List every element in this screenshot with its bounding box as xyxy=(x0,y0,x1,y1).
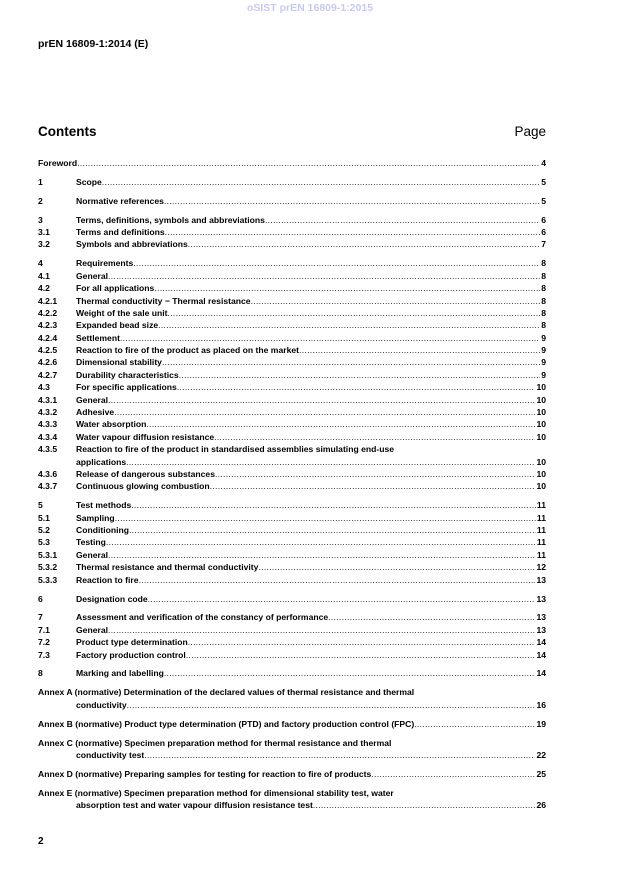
toc-entry[interactable] xyxy=(38,381,546,393)
toc-entry-number: 7.2 xyxy=(38,637,50,648)
dot-leader xyxy=(258,561,535,573)
dot-leader xyxy=(127,699,536,711)
toc-entry-title[interactable]: Reaction to fire of the product in standardised assemblies simulating end-use xyxy=(76,444,395,455)
toc-group xyxy=(38,593,546,605)
toc-entry-title[interactable]: Assessment and verification of the constancy of performance xyxy=(76,612,329,623)
toc-line xyxy=(38,636,546,648)
toc-entry-page[interactable]: 14 xyxy=(536,668,546,679)
toc-entry-title[interactable]: Water vapour diffusion resistance xyxy=(76,431,215,442)
toc-line xyxy=(38,381,546,393)
dot-leader xyxy=(139,574,536,586)
toc-entry-page[interactable]: 10 xyxy=(536,407,546,418)
toc-entry[interactable] xyxy=(38,394,546,406)
toc-line xyxy=(38,593,546,605)
toc-entry-title[interactable]: Reaction to fire of the product as placed on the market xyxy=(76,345,299,356)
toc-entry-page[interactable]: 26 xyxy=(536,800,546,811)
toc-entry[interactable] xyxy=(38,157,546,169)
toc-entry-page[interactable]: 10 xyxy=(536,382,546,393)
toc-entry-number: 5.3.3 xyxy=(38,574,58,585)
toc-entry-page[interactable]: 9 xyxy=(541,332,546,343)
toc-entry[interactable] xyxy=(38,480,546,492)
toc-entry-page[interactable]: 13 xyxy=(536,574,546,585)
toc-entry-number: 5.1 xyxy=(38,512,50,523)
toc-line-continuation xyxy=(38,699,546,711)
toc-entry-number: 5 xyxy=(38,500,43,511)
toc-entry-page[interactable]: 11 xyxy=(536,512,546,523)
toc-group xyxy=(38,157,546,169)
dot-leader xyxy=(126,456,535,468)
dot-leader xyxy=(144,749,535,761)
dot-leader xyxy=(131,499,536,511)
toc-entry-page[interactable]: 10 xyxy=(536,456,546,467)
dot-leader xyxy=(313,799,536,811)
toc-entry-title[interactable]: Testing xyxy=(76,537,106,548)
toc-entry-page[interactable]: 7 xyxy=(541,239,546,250)
dot-leader xyxy=(108,549,536,561)
toc-entry-title[interactable]: Thermal conductivity − Thermal resistance xyxy=(76,295,251,306)
toc-entry-page[interactable]: 10 xyxy=(536,468,546,479)
toc-line xyxy=(38,176,546,188)
dot-leader xyxy=(299,344,540,356)
toc-entry-title[interactable]: Durability characteristics xyxy=(76,369,179,380)
toc-group xyxy=(38,257,546,492)
toc-entry-title[interactable]: Normative references xyxy=(76,195,164,206)
toc-entry[interactable] xyxy=(38,431,546,443)
toc-entry[interactable] xyxy=(38,319,546,331)
toc-entry-page[interactable]: 10 xyxy=(536,481,546,492)
toc-entry-title[interactable]: Dimensional stability xyxy=(76,357,162,368)
toc-entry[interactable] xyxy=(38,214,546,226)
toc-entry-number: 4.2 xyxy=(38,283,50,294)
dot-leader xyxy=(215,468,535,480)
toc-entry-number: 4.2.4 xyxy=(38,332,58,343)
toc-line xyxy=(38,195,546,207)
toc-line xyxy=(38,737,546,749)
toc-entry-page[interactable]: 10 xyxy=(536,431,546,442)
toc-entry-title[interactable]: Annex B (normative) Product type determination (PTD) and factory production control (FPC) xyxy=(38,718,415,729)
toc-line xyxy=(38,499,546,511)
toc-entry-page[interactable]: 8 xyxy=(541,320,546,331)
toc-line xyxy=(38,536,546,548)
toc-entry-number: 3.1 xyxy=(38,227,50,238)
toc-entry-title[interactable]: Foreword xyxy=(38,158,78,168)
toc-entry-number: 7.1 xyxy=(38,624,50,635)
toc-entry-number: 4.2.7 xyxy=(38,369,58,380)
toc-line xyxy=(38,307,546,319)
toc-entry[interactable] xyxy=(38,406,546,418)
toc-entry-title[interactable]: General xyxy=(76,394,109,405)
table-of-contents xyxy=(38,157,546,818)
toc-entry-number: 4.3.7 xyxy=(38,481,58,492)
toc-entry-title[interactable]: Continuous glowing combustion xyxy=(76,481,210,492)
toc-entry-page[interactable]: 11 xyxy=(536,525,546,536)
toc-line xyxy=(38,157,546,169)
toc-entry[interactable] xyxy=(38,561,546,573)
toc-line xyxy=(38,394,546,406)
toc-entry-title[interactable]: Terms, definitions, symbols and abbreviations xyxy=(76,214,265,225)
toc-entry[interactable] xyxy=(38,686,546,711)
toc-group xyxy=(38,214,546,251)
toc-entry-title[interactable]: Annex C (normative) Specimen preparation method for thermal resistance and thermal xyxy=(38,737,392,748)
toc-entry-title[interactable]: For all applications xyxy=(76,283,155,294)
toc-group xyxy=(38,499,546,586)
toc-entry[interactable] xyxy=(38,468,546,480)
toc-line xyxy=(38,238,546,250)
dot-leader xyxy=(108,270,540,282)
toc-entry[interactable] xyxy=(38,667,546,679)
toc-entry[interactable] xyxy=(38,649,546,661)
dot-leader xyxy=(265,214,540,226)
dot-leader xyxy=(148,593,536,605)
dot-leader xyxy=(188,238,540,250)
toc-entry[interactable] xyxy=(38,270,546,282)
toc-entry-page[interactable]: 8 xyxy=(541,258,546,269)
dot-leader xyxy=(168,307,541,319)
toc-line xyxy=(38,512,546,524)
toc-line xyxy=(38,418,546,430)
toc-line xyxy=(38,649,546,661)
page-number: 2 xyxy=(38,836,44,847)
toc-entry-number: 4.3.6 xyxy=(38,468,58,479)
toc-entry-title[interactable]: Designation code xyxy=(76,593,148,604)
dot-leader xyxy=(108,394,535,406)
toc-entry-title[interactable]: Water absorption xyxy=(76,419,147,430)
toc-entry-title[interactable]: Scope xyxy=(76,176,102,187)
watermark: oSIST prEN 16809-1:2015 xyxy=(246,2,374,14)
toc-entry-title[interactable]: Reaction to fire xyxy=(76,574,139,585)
toc-entry-title-continued[interactable]: applications xyxy=(76,456,127,467)
toc-entry-page[interactable]: 13 xyxy=(536,612,546,623)
toc-group xyxy=(38,176,546,188)
toc-entry-number: 4.2.1 xyxy=(38,295,58,306)
toc-line xyxy=(38,319,546,331)
toc-entry[interactable] xyxy=(38,443,546,468)
toc-line xyxy=(38,480,546,492)
dot-leader xyxy=(188,636,536,648)
toc-entry-page[interactable]: 22 xyxy=(536,749,546,760)
dot-leader xyxy=(108,624,535,636)
toc-entry-page[interactable]: 25 xyxy=(536,768,546,779)
toc-group xyxy=(38,686,546,711)
toc-entry-page[interactable]: 8 xyxy=(541,295,546,306)
toc-group xyxy=(38,195,546,207)
toc-entry[interactable] xyxy=(38,593,546,605)
toc-entry[interactable] xyxy=(38,549,546,561)
toc-entry-page[interactable]: 11 xyxy=(536,500,546,511)
toc-line xyxy=(38,611,546,623)
toc-entry-number: 4.3.3 xyxy=(38,419,58,430)
toc-entry-title[interactable]: Weight of the sale unit xyxy=(76,307,168,318)
toc-entry-title[interactable]: Product type determination xyxy=(76,637,188,648)
toc-entry-title[interactable]: Annex D (normative) Preparing samples for testing for reaction to fire of products xyxy=(38,768,372,779)
toc-line xyxy=(38,226,546,238)
toc-entry-title[interactable]: For specific applications xyxy=(76,382,177,393)
dot-leader xyxy=(154,282,540,294)
dot-leader xyxy=(102,176,540,188)
toc-entry[interactable] xyxy=(38,718,546,730)
toc-entry-page[interactable]: 10 xyxy=(536,394,546,405)
dot-leader xyxy=(115,512,536,524)
toc-entry-page[interactable]: 8 xyxy=(541,283,546,294)
toc-entry-page[interactable]: 11 xyxy=(536,549,546,560)
toc-line xyxy=(38,431,546,443)
toc-line xyxy=(38,524,546,536)
toc-entry-page[interactable]: 9 xyxy=(541,369,546,380)
toc-entry-page[interactable]: 13 xyxy=(536,624,546,635)
toc-entry-number: 5.3 xyxy=(38,537,50,548)
toc-entry[interactable] xyxy=(38,737,546,762)
toc-line xyxy=(38,468,546,480)
toc-entry[interactable] xyxy=(38,282,546,294)
toc-entry-title-continued[interactable]: conductivity xyxy=(76,699,127,710)
toc-entry-number: 4.1 xyxy=(38,270,50,281)
toc-entry-number: 4.3.4 xyxy=(38,431,58,442)
toc-line xyxy=(38,282,546,294)
toc-entry-title[interactable]: General xyxy=(76,549,109,560)
toc-entry[interactable] xyxy=(38,636,546,648)
dot-leader xyxy=(164,195,540,207)
toc-group xyxy=(38,667,546,679)
toc-entry-number: 4.3.1 xyxy=(38,394,58,405)
toc-entry-number: 4.2.5 xyxy=(38,345,58,356)
toc-entry[interactable] xyxy=(38,176,546,188)
toc-entry-title[interactable]: Terms and definitions xyxy=(76,227,165,238)
toc-group xyxy=(38,737,546,762)
toc-group xyxy=(38,768,546,780)
toc-entry-title[interactable]: Conditioning xyxy=(76,525,129,536)
toc-entry[interactable] xyxy=(38,307,546,319)
toc-entry-page[interactable]: 8 xyxy=(541,270,546,281)
toc-line xyxy=(38,624,546,636)
toc-entry-number: 4.2.3 xyxy=(38,320,58,331)
toc-entry[interactable] xyxy=(38,418,546,430)
dot-leader xyxy=(328,611,535,623)
toc-entry-title[interactable]: Release of dangerous substances xyxy=(76,468,215,479)
toc-line xyxy=(38,356,546,368)
toc-entry-number: 7.3 xyxy=(38,649,50,660)
toc-entry-page[interactable]: 14 xyxy=(536,637,546,648)
toc-line xyxy=(38,787,546,799)
toc-entry[interactable] xyxy=(38,574,546,586)
toc-line-continuation xyxy=(38,456,546,468)
dot-leader xyxy=(120,332,540,344)
toc-line-continuation xyxy=(38,749,546,761)
toc-line xyxy=(38,768,546,780)
toc-entry-page[interactable]: 5 xyxy=(541,195,546,206)
toc-entry[interactable] xyxy=(38,295,546,307)
toc-entry[interactable] xyxy=(38,332,546,344)
dot-leader xyxy=(129,524,536,536)
toc-entry-title-continued[interactable]: absorption test and water vapour diffusion resistance test xyxy=(76,800,313,811)
dot-leader xyxy=(179,369,541,381)
toc-entry-page[interactable]: 9 xyxy=(541,357,546,368)
dot-leader xyxy=(165,226,541,238)
toc-line xyxy=(38,549,546,561)
toc-entry-page[interactable]: 14 xyxy=(536,649,546,660)
toc-line xyxy=(38,686,546,698)
toc-entry-page[interactable]: 19 xyxy=(536,718,546,729)
toc-entry[interactable] xyxy=(38,257,546,269)
toc-entry-page[interactable]: 5 xyxy=(541,176,546,187)
toc-entry[interactable] xyxy=(38,768,546,780)
contents-title: Contents xyxy=(38,124,97,139)
toc-entry-number: 4 xyxy=(38,258,43,269)
toc-line xyxy=(38,718,546,730)
dot-leader xyxy=(214,431,535,443)
toc-entry-title[interactable]: Sampling xyxy=(76,512,115,523)
dot-leader xyxy=(177,381,536,393)
dot-leader xyxy=(162,356,540,368)
toc-line xyxy=(38,667,546,679)
dot-leader xyxy=(210,480,536,492)
dot-leader xyxy=(251,295,541,307)
toc-entry-title[interactable]: Thermal resistance and thermal conductivity xyxy=(76,562,259,573)
toc-entry[interactable] xyxy=(38,512,546,524)
page-column-label: Page xyxy=(514,124,546,139)
toc-entry-number: 5.3.1 xyxy=(38,549,58,560)
toc-entry[interactable] xyxy=(38,369,546,381)
toc-line xyxy=(38,406,546,418)
toc-line xyxy=(38,214,546,226)
toc-group xyxy=(38,718,546,730)
toc-entry-title[interactable]: Symbols and abbreviations xyxy=(76,239,188,250)
toc-entry[interactable] xyxy=(38,787,546,812)
toc-entry[interactable] xyxy=(38,344,546,356)
toc-entry-number: 1 xyxy=(38,176,43,187)
toc-entry-title[interactable]: Marking and labelling xyxy=(76,668,164,679)
toc-entry-number: 2 xyxy=(38,195,43,206)
toc-entry[interactable] xyxy=(38,536,546,548)
toc-entry-number: 5.2 xyxy=(38,525,50,536)
toc-entry-number: 5.3.2 xyxy=(38,562,58,573)
toc-line xyxy=(38,257,546,269)
document-header: prEN 16809-1:2014 (E) xyxy=(38,38,149,50)
toc-entry-title[interactable]: General xyxy=(76,624,109,635)
toc-entry-page[interactable]: 8 xyxy=(541,307,546,318)
toc-line xyxy=(38,574,546,586)
toc-entry-number: 4.2.6 xyxy=(38,357,58,368)
toc-line xyxy=(38,561,546,573)
toc-entry-number: 4.2.2 xyxy=(38,307,58,318)
dot-leader xyxy=(106,536,536,548)
toc-entry-number: 6 xyxy=(38,593,43,604)
toc-entry-number: 4.3.2 xyxy=(38,407,58,418)
toc-line-continuation xyxy=(38,799,546,811)
dot-leader xyxy=(114,406,535,418)
dot-leader xyxy=(146,418,535,430)
toc-entry[interactable] xyxy=(38,499,546,511)
toc-entry-title[interactable]: Settlement xyxy=(76,332,120,343)
toc-entry-page[interactable]: 6 xyxy=(541,214,546,225)
toc-entry-title[interactable]: Requirements xyxy=(76,258,134,269)
toc-entry-page[interactable]: 13 xyxy=(536,593,546,604)
dot-leader xyxy=(133,257,540,269)
toc-entry-title[interactable]: Annex A (normative) Determination of the declared values of thermal resistance and thermal xyxy=(38,687,415,698)
dot-leader xyxy=(164,667,536,679)
toc-entry[interactable] xyxy=(38,226,546,238)
toc-line xyxy=(38,443,546,455)
toc-line xyxy=(38,332,546,344)
toc-entry-number: 7 xyxy=(38,612,43,623)
toc-entry-number: 8 xyxy=(38,668,43,679)
toc-entry-title[interactable]: General xyxy=(76,270,109,281)
toc-entry[interactable] xyxy=(38,624,546,636)
toc-entry[interactable] xyxy=(38,238,546,250)
toc-entry-page[interactable]: 11 xyxy=(536,537,546,548)
toc-entry-page[interactable]: 4 xyxy=(541,158,546,168)
toc-entry-page[interactable]: 10 xyxy=(536,419,546,430)
toc-line xyxy=(38,270,546,282)
dot-leader xyxy=(186,649,536,661)
toc-group xyxy=(38,611,546,661)
toc-entry-title[interactable]: Adhesive xyxy=(76,407,115,418)
toc-entry-title-continued[interactable]: conductivity test xyxy=(76,749,145,760)
toc-entry[interactable] xyxy=(38,195,546,207)
toc-entry[interactable] xyxy=(38,611,546,623)
toc-entry-title[interactable]: Test methods xyxy=(76,500,132,511)
toc-entry-number: 4.3.5 xyxy=(38,444,58,455)
toc-entry-page[interactable]: 9 xyxy=(541,345,546,356)
toc-entry-number: 4.3 xyxy=(38,382,50,393)
toc-group xyxy=(38,787,546,812)
toc-entry-title[interactable]: Factory production control xyxy=(76,649,186,660)
toc-line xyxy=(38,344,546,356)
toc-line xyxy=(38,295,546,307)
toc-entry-number: 3 xyxy=(38,214,43,225)
toc-entry-page[interactable]: 16 xyxy=(536,699,546,710)
dot-leader xyxy=(371,768,535,780)
dot-leader xyxy=(158,319,540,331)
toc-entry-page[interactable]: 12 xyxy=(536,562,546,573)
toc-entry-title[interactable]: Annex E (normative) Specimen preparation method for dimensional stability test, water xyxy=(38,787,394,798)
toc-entry[interactable] xyxy=(38,524,546,536)
toc-line xyxy=(38,369,546,381)
toc-entry-number: 3.2 xyxy=(38,239,50,250)
dot-leader xyxy=(414,718,535,730)
dot-leader xyxy=(77,157,540,169)
toc-entry-title[interactable]: Expanded bead size xyxy=(76,320,159,331)
toc-entry[interactable] xyxy=(38,356,546,368)
toc-entry-page[interactable]: 6 xyxy=(541,227,546,238)
